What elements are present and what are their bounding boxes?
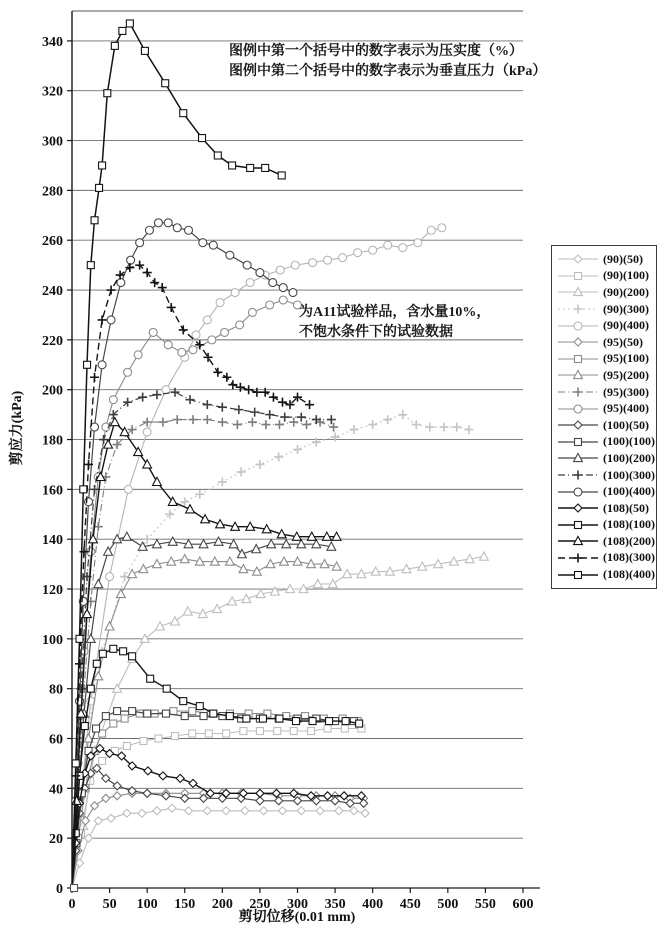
y-tick-label: 40	[49, 782, 63, 798]
legend-swatch	[557, 552, 599, 564]
legend-item	[557, 483, 655, 500]
y-tick-label: 280	[42, 184, 63, 200]
legend-swatch	[557, 519, 599, 531]
legend-item	[557, 500, 652, 517]
sample-description-line1: 为A11试验样品，含水量10%，	[299, 305, 491, 320]
legend-swatch	[557, 286, 599, 298]
legend-label: (108)(50)	[603, 500, 649, 515]
series-line	[72, 415, 469, 888]
legend-label: (95)(400)	[603, 401, 649, 416]
legend-swatch	[557, 436, 599, 448]
legend-item	[557, 417, 652, 434]
y-tick-label: 220	[42, 333, 63, 349]
x-tick-label: 100	[136, 897, 158, 912]
series-(108)(100)	[72, 645, 363, 888]
legend-item	[557, 351, 652, 368]
y-tick-label: 0	[56, 882, 63, 897]
legend-item	[557, 533, 655, 550]
legend-swatch	[557, 419, 599, 431]
legend-label: (100)(50)	[603, 417, 649, 432]
legend-swatch	[557, 486, 599, 498]
x-tick-label: 350	[324, 897, 346, 912]
legend-label: (100)(200)	[603, 450, 655, 465]
x-tick-label: 250	[249, 897, 271, 912]
x-tick-label: 200	[211, 897, 233, 912]
y-tick-label: 100	[42, 632, 63, 648]
chart-legend	[551, 245, 657, 589]
y-tick-label: 340	[42, 34, 63, 50]
legend-swatch	[557, 502, 599, 514]
series-(90)(300)	[72, 410, 473, 888]
x-axis-title: 剪切位移(0.01 mm)	[238, 910, 356, 925]
sample-description-note	[299, 303, 490, 343]
legend-item	[557, 251, 652, 268]
legend-label: (90)(50)	[603, 251, 643, 266]
series-(90)(100)	[72, 725, 365, 888]
legend-item	[557, 550, 655, 567]
legend-label: (100)(300)	[603, 467, 655, 482]
legend-swatch	[557, 270, 599, 282]
x-tick-label: 0	[68, 897, 76, 912]
series-(100)(300)	[72, 388, 336, 888]
y-tick-label: 200	[42, 383, 63, 399]
y-tick-label: 160	[42, 483, 63, 499]
legend-explanation-note	[229, 42, 546, 82]
legend-label: (90)(400)	[603, 318, 649, 333]
legend-label: (90)(300)	[603, 301, 649, 316]
legend-label: (108)(200)	[603, 533, 655, 548]
series-(95)(50)	[72, 789, 368, 888]
x-tick-label: 150	[174, 897, 196, 912]
legend-item	[557, 400, 652, 417]
legend-swatch	[557, 452, 599, 464]
legend-label: (95)(300)	[603, 384, 649, 399]
sample-description-line2: 不饱水条件下的试验数据	[299, 325, 453, 340]
y-tick-label: 300	[42, 134, 63, 150]
x-tick-label: 300	[287, 897, 308, 912]
y-axis-title: 剪应力(kPa)	[10, 390, 25, 466]
y-tick-label: 120	[42, 583, 63, 599]
legend-label: (108)(100)	[603, 517, 655, 532]
legend-swatch	[557, 469, 599, 481]
series-(90)(50)	[72, 804, 369, 888]
legend-item	[557, 317, 652, 334]
legend-explanation-line1: 图例中第一个括号中的数字表示为压实度（%）	[229, 44, 523, 59]
legend-label: (95)(50)	[603, 334, 643, 349]
x-tick-label: 400	[362, 897, 384, 912]
y-tick-label: 80	[49, 682, 63, 698]
legend-item	[557, 301, 652, 318]
x-tick-label: 450	[399, 897, 421, 912]
legend-label: (90)(200)	[603, 284, 649, 299]
legend-explanation-line2: 图例中第二个括号中的数字表示为垂直压力（kPa）	[229, 64, 547, 79]
series-(100)(200)	[72, 532, 336, 888]
x-tick-label: 500	[437, 897, 459, 912]
series-line	[72, 649, 359, 888]
y-tick-label: 20	[49, 832, 63, 848]
legend-item	[557, 434, 655, 451]
legend-item	[557, 367, 652, 384]
series-(100)(50)	[72, 764, 368, 888]
legend-label: (90)(100)	[603, 268, 649, 283]
legend-item	[557, 517, 655, 534]
y-tick-label: 260	[42, 234, 63, 250]
legend-swatch	[557, 353, 599, 365]
y-tick-label: 180	[42, 433, 63, 449]
legend-item	[557, 268, 652, 285]
legend-swatch	[557, 535, 599, 547]
legend-swatch	[557, 303, 599, 315]
legend-item	[557, 566, 655, 583]
series-line	[72, 808, 365, 888]
legend-swatch	[557, 320, 599, 332]
x-tick-label: 550	[474, 897, 496, 912]
legend-label: (108)(300)	[603, 550, 655, 565]
y-tick-label: 240	[42, 284, 63, 300]
legend-item	[557, 334, 652, 351]
legend-item	[557, 284, 652, 301]
legend-swatch	[557, 336, 599, 348]
series-line	[72, 392, 331, 888]
x-tick-label: 50	[102, 897, 117, 912]
legend-swatch	[557, 369, 599, 381]
legend-label: (95)(200)	[603, 367, 649, 382]
legend-label: (100)(100)	[603, 434, 655, 449]
legend-label: (108)(400)	[603, 567, 655, 582]
y-tick-label: 320	[42, 84, 63, 100]
legend-item	[557, 467, 655, 484]
legend-item	[557, 450, 655, 467]
legend-swatch	[557, 253, 599, 265]
legend-label: (100)(400)	[603, 484, 655, 499]
legend-swatch	[557, 569, 599, 581]
y-tick-label: 60	[49, 732, 63, 748]
x-tick-label: 600	[512, 897, 534, 912]
legend-label: (95)(100)	[603, 351, 649, 366]
legend-swatch	[557, 403, 599, 415]
legend-item	[557, 384, 652, 401]
legend-swatch	[557, 386, 599, 398]
y-tick-label: 140	[42, 533, 63, 549]
